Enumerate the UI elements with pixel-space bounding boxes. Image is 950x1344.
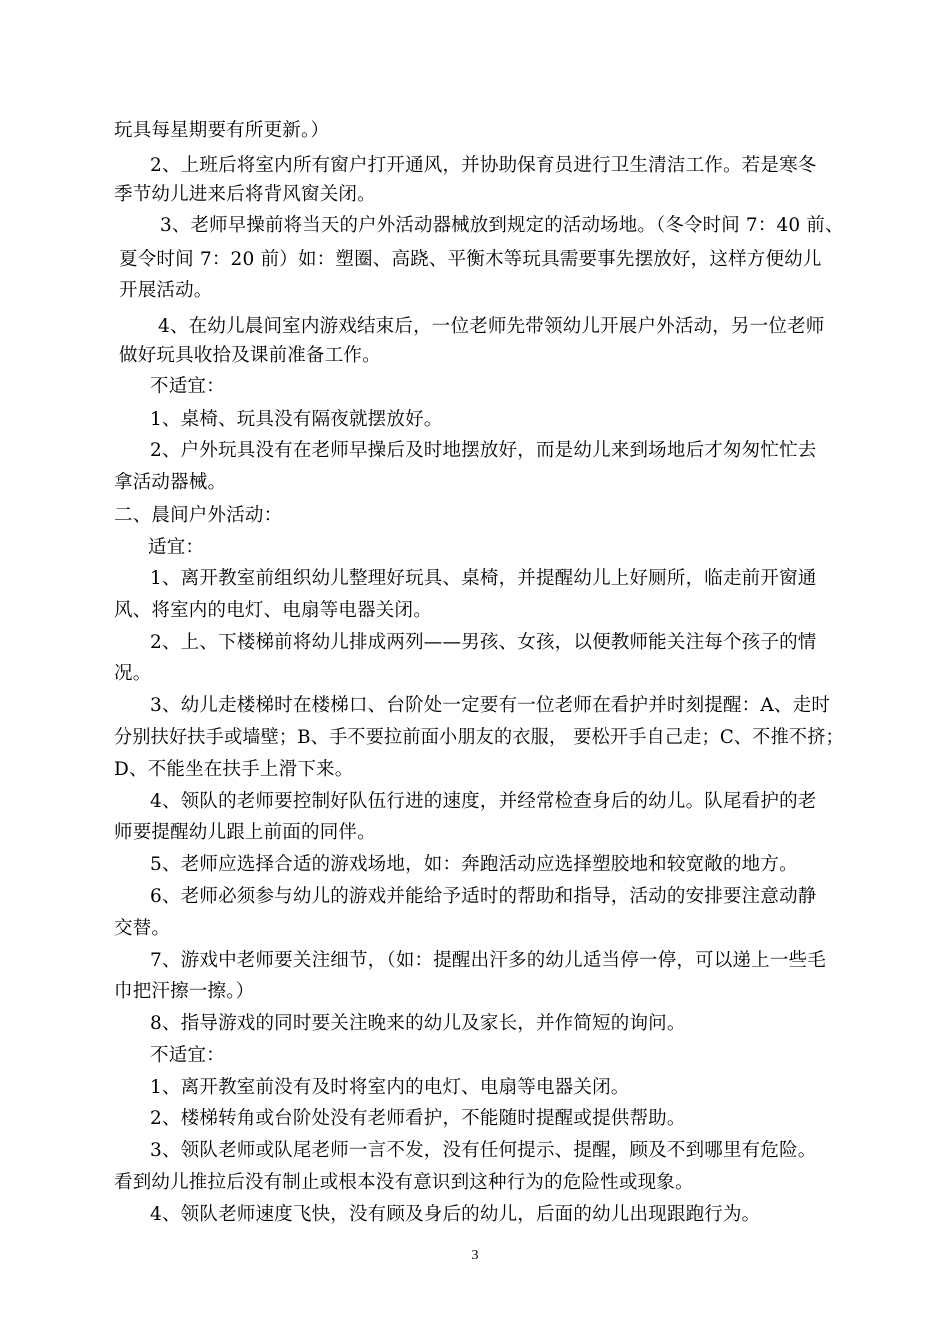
text-line: 4、领队老师速度飞快，没有顾及身后的幼儿，后面的幼儿出现跟跑行为。 [150,1204,761,1225]
text-line: 1、离开教室前组织幼儿整理好玩具、桌椅，并提醒幼儿上好厕所，临走前开窗通 [150,568,817,589]
text-line: 师要提醒幼儿跟上前面的同伴。 [114,822,376,843]
text-line: 2、楼梯转角或台阶处没有老师看护，不能随时提醒或提供帮助。 [150,1108,686,1129]
text-line: 开展活动。 [119,280,213,301]
text-line: 5、老师应选择合适的游戏场地，如：奔跑活动应选择塑胶地和较宽敞的地方。 [150,854,798,875]
text-line: 4、在幼儿晨间室内游戏结束后，一位老师先带领幼儿开展户外活动，另一位老师 [158,316,825,337]
text-line: 2、上、下楼梯前将幼儿排成两列——男孩、女孩，以便教师能关注每个孩子的情 [150,632,817,653]
section-label: 适宜： [148,537,205,558]
text-line: 3、幼儿走楼梯时在楼梯口、台阶处一定要有一位老师在看护并时刻提醒：A、走时 [150,695,831,716]
text-line: 做好玩具收拾及课前准备工作。 [119,345,381,366]
text-line: 3、领队老师或队尾老师一言不发，没有任何提示、提醒，顾及不到哪里有危险。 [150,1140,817,1161]
text-line: 1、桌椅、玩具没有隔夜就摆放好。 [150,409,443,430]
text-line: 分别扶好扶手或墙壁；B、手不要拉前面小朋友的衣服， 要松开手自己走；C、不推不挤； [114,727,844,748]
text-line: 8、指导游戏的同时要关注晚来的幼儿及家长，并作简短的询问。 [150,1013,686,1034]
text-line: 巾把汗擦一擦。） [114,981,255,1002]
section-label: 不适宜： [150,1045,225,1066]
text-line: 4、领队的老师要控制好队伍行进的速度，并经常检查身后的幼儿。队尾看护的老 [150,791,817,812]
text-line: 2、户外玩具没有在老师早操后及时地摆放好，而是幼儿来到场地后才匆匆忙忙去 [150,440,817,461]
text-line: 夏令时间 7：20 前）如：塑圈、高跷、平衡木等玩具需要事先摆放好，这样方便幼儿 [119,249,822,270]
text-line: 交替。 [114,918,171,939]
text-line: 拿活动器械。 [114,472,227,493]
text-line: 1、离开教室前没有及时将室内的电灯、电扇等电器关闭。 [150,1077,630,1098]
text-line: 3、老师早操前将当天的户外活动器械放到规定的活动场地。（冬令时间 7：40 前、 [160,215,844,236]
text-line: D、不能坐在扶手上滑下来。 [114,759,354,780]
text-line: 2、上班后将室内所有窗户打开通风，并协助保育员进行卫生清洁工作。若是寒冬 [150,155,817,176]
page-number: 3 [471,1248,479,1263]
section-label: 不适宜： [150,376,225,397]
text-line: 7、游戏中老师要关注细节，（如：提醒出汗多的幼儿适当停一停，可以递上一些毛 [150,950,826,971]
text-line: 况。 [114,663,152,684]
text-line: 看到幼儿推拉后没有制止或根本没有意识到这种行为的危险性或现象。 [114,1172,694,1193]
text-line: 玩具每星期要有所更新。） [114,120,330,141]
section-heading: 二、晨间户外活动： [114,505,283,526]
text-line: 风、将室内的电灯、电扇等电器关闭。 [114,600,432,621]
text-line: 6、老师必须参与幼儿的游戏并能给予适时的帮助和指导，活动的安排要注意动静 [150,886,817,907]
text-line: 季节幼儿进来后将背风窗关闭。 [114,184,376,205]
